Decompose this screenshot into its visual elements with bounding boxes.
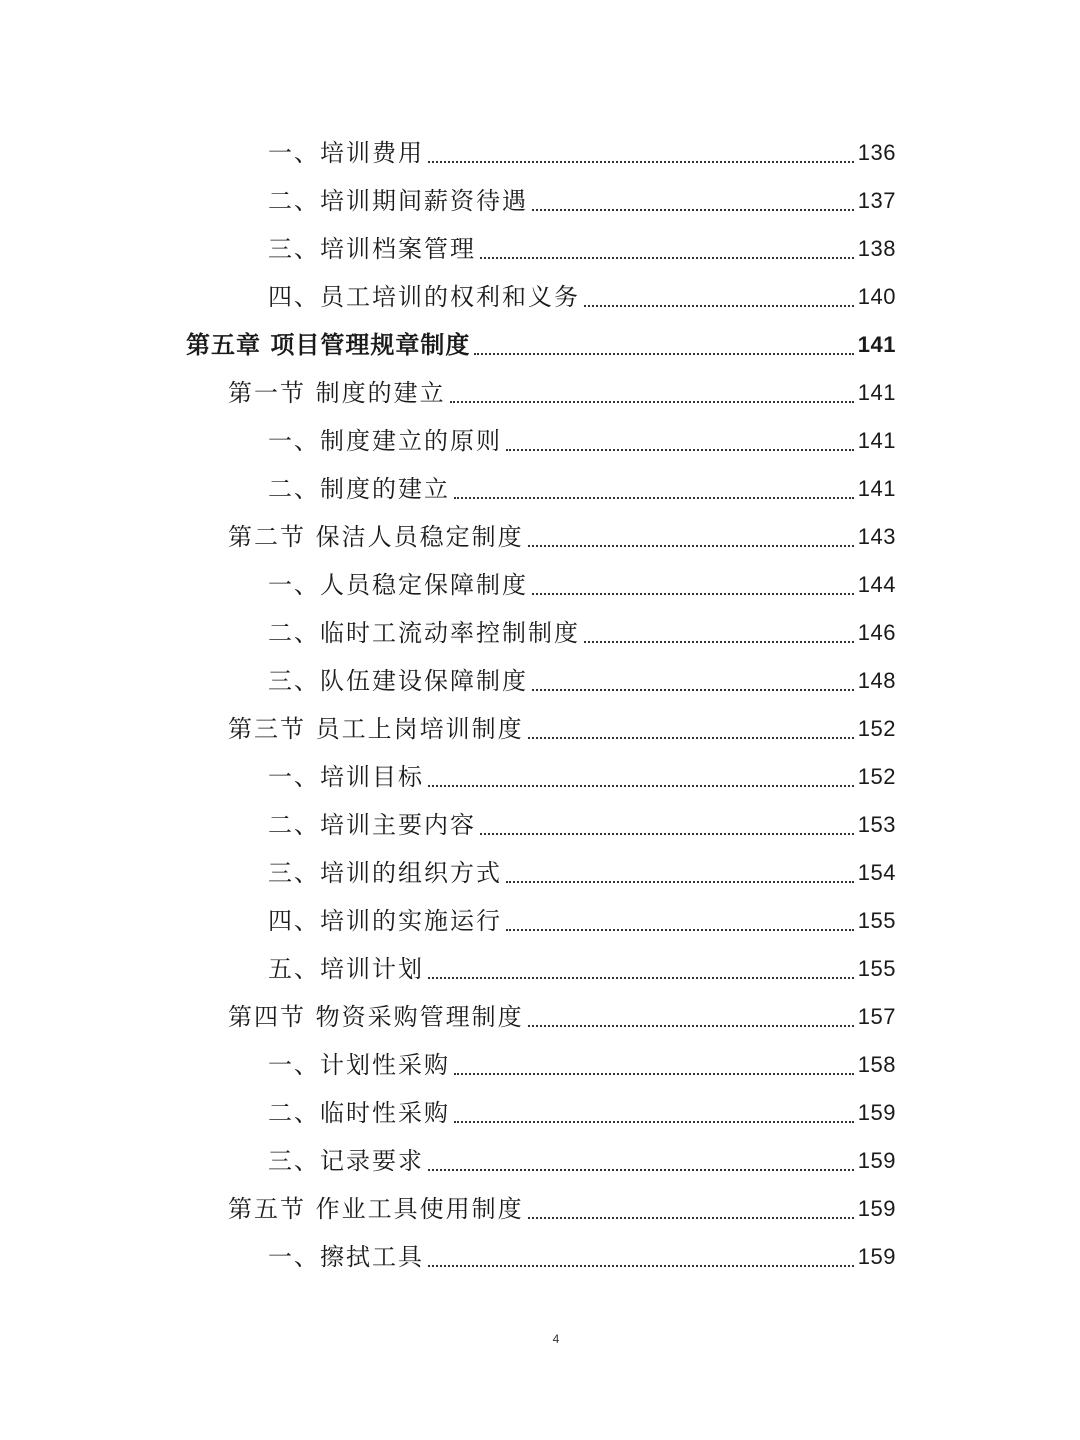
toc-dot-leader xyxy=(528,1217,854,1219)
toc-chapter-entry xyxy=(0,321,896,369)
toc-dot-leader xyxy=(532,689,854,691)
toc-entry-label: 四、员工培训的权利和义务 xyxy=(268,283,580,311)
toc-entry-page-number: 153 xyxy=(857,812,896,837)
toc-entry-label: 二、临时工流动率控制制度 xyxy=(268,619,580,647)
toc-entry-label: 三、培训档案管理 xyxy=(268,235,476,263)
toc-dot-leader xyxy=(474,353,853,355)
toc-entry-page-number: 148 xyxy=(857,668,896,693)
toc-entry-label: 第二节 保洁人员稳定制度 xyxy=(228,523,524,551)
toc-dot-leader xyxy=(428,1169,854,1171)
toc-dot-leader xyxy=(506,881,854,883)
toc-entry-page-number: 157 xyxy=(857,1004,896,1029)
toc-subsection-entry xyxy=(0,753,896,801)
toc-subsection-entry xyxy=(0,273,896,321)
toc-section-entry xyxy=(0,705,896,753)
toc-subsection-entry xyxy=(0,849,896,897)
toc-entry-page-number: 155 xyxy=(857,908,896,933)
toc-dot-leader xyxy=(506,449,854,451)
toc-entry-page-number: 143 xyxy=(857,524,896,549)
toc-dot-leader xyxy=(480,833,854,835)
toc-dot-leader xyxy=(454,1121,854,1123)
toc-dot-leader xyxy=(454,1073,854,1075)
toc-entry-page-number: 159 xyxy=(857,1244,896,1269)
toc-entry-page-number: 155 xyxy=(857,956,896,981)
toc-entry-label: 第五节 作业工具使用制度 xyxy=(228,1195,524,1223)
toc-subsection-entry xyxy=(0,945,896,993)
toc-entry-page-number: 158 xyxy=(857,1052,896,1077)
toc-subsection-entry xyxy=(0,129,896,177)
toc-dot-leader xyxy=(506,929,854,931)
toc-entry-label: 二、临时性采购 xyxy=(268,1099,450,1127)
toc-entry-page-number: 146 xyxy=(857,620,896,645)
toc-dot-leader xyxy=(528,1025,854,1027)
toc-entry-page-number: 137 xyxy=(857,188,896,213)
toc-dot-leader xyxy=(454,497,854,499)
toc-subsection-entry xyxy=(0,225,896,273)
toc-dot-leader xyxy=(528,737,854,739)
toc-entry-label: 二、培训期间薪资待遇 xyxy=(268,187,528,215)
toc-entry-label: 一、培训费用 xyxy=(268,139,424,167)
toc-dot-leader xyxy=(584,305,854,307)
toc-entry-label: 二、制度的建立 xyxy=(268,475,450,503)
toc-subsection-entry xyxy=(0,1137,896,1185)
toc-entry-page-number: 140 xyxy=(857,284,896,309)
toc-entry-label: 二、培训主要内容 xyxy=(268,811,476,839)
toc-entry-page-number: 152 xyxy=(857,716,896,741)
toc-entry-page-number: 159 xyxy=(857,1148,896,1173)
table-of-contents xyxy=(0,129,1080,1281)
toc-entry-page-number: 141 xyxy=(857,428,896,453)
toc-subsection-entry xyxy=(0,177,896,225)
toc-entry-page-number: 141 xyxy=(857,476,896,501)
toc-dot-leader xyxy=(584,641,854,643)
toc-entry-label: 一、制度建立的原则 xyxy=(268,427,502,455)
toc-entry-page-number: 144 xyxy=(857,572,896,597)
toc-entry-page-number: 152 xyxy=(857,764,896,789)
toc-dot-leader xyxy=(532,209,854,211)
toc-dot-leader xyxy=(450,401,854,403)
toc-dot-leader xyxy=(428,785,854,787)
toc-entry-label: 第四节 物资采购管理制度 xyxy=(228,1003,524,1031)
toc-entry-label: 五、培训计划 xyxy=(268,955,424,983)
toc-subsection-entry xyxy=(0,417,896,465)
toc-entry-label: 一、培训目标 xyxy=(268,763,424,791)
toc-section-entry xyxy=(0,369,896,417)
toc-subsection-entry xyxy=(0,609,896,657)
toc-entry-page-number: 154 xyxy=(857,860,896,885)
toc-entry-page-number: 159 xyxy=(857,1100,896,1125)
toc-entry-page-number: 159 xyxy=(857,1196,896,1221)
toc-entry-label: 第五章 项目管理规章制度 xyxy=(186,330,471,359)
page-number: 4 xyxy=(552,1332,560,1346)
toc-section-entry xyxy=(0,513,896,561)
toc-entry-label: 一、擦拭工具 xyxy=(268,1243,424,1271)
toc-entry-label: 第一节 制度的建立 xyxy=(228,379,446,407)
toc-dot-leader xyxy=(532,593,854,595)
toc-subsection-entry xyxy=(0,1089,896,1137)
toc-entry-label: 一、计划性采购 xyxy=(268,1051,450,1079)
toc-dot-leader xyxy=(428,977,854,979)
toc-subsection-entry xyxy=(0,465,896,513)
toc-entry-label: 三、培训的组织方式 xyxy=(268,859,502,887)
toc-subsection-entry xyxy=(0,801,896,849)
toc-entry-label: 三、记录要求 xyxy=(268,1147,424,1175)
toc-entry-page-number: 138 xyxy=(857,236,896,261)
toc-subsection-entry xyxy=(0,657,896,705)
toc-dot-leader xyxy=(428,1265,854,1267)
toc-subsection-entry xyxy=(0,561,896,609)
toc-section-entry xyxy=(0,1185,896,1233)
toc-dot-leader xyxy=(480,257,854,259)
toc-entry-label: 四、培训的实施运行 xyxy=(268,907,502,935)
toc-dot-leader xyxy=(428,161,854,163)
toc-section-entry xyxy=(0,993,896,1041)
toc-dot-leader xyxy=(528,545,854,547)
toc-entry-page-number: 141 xyxy=(857,332,896,357)
toc-entry-page-number: 136 xyxy=(857,140,896,165)
toc-entry-label: 第三节 员工上岗培训制度 xyxy=(228,715,524,743)
toc-subsection-entry xyxy=(0,897,896,945)
toc-entry-label: 三、队伍建设保障制度 xyxy=(268,667,528,695)
toc-subsection-entry xyxy=(0,1041,896,1089)
toc-subsection-entry xyxy=(0,1233,896,1281)
toc-entry-page-number: 141 xyxy=(857,380,896,405)
toc-entry-label: 一、人员稳定保障制度 xyxy=(268,571,528,599)
